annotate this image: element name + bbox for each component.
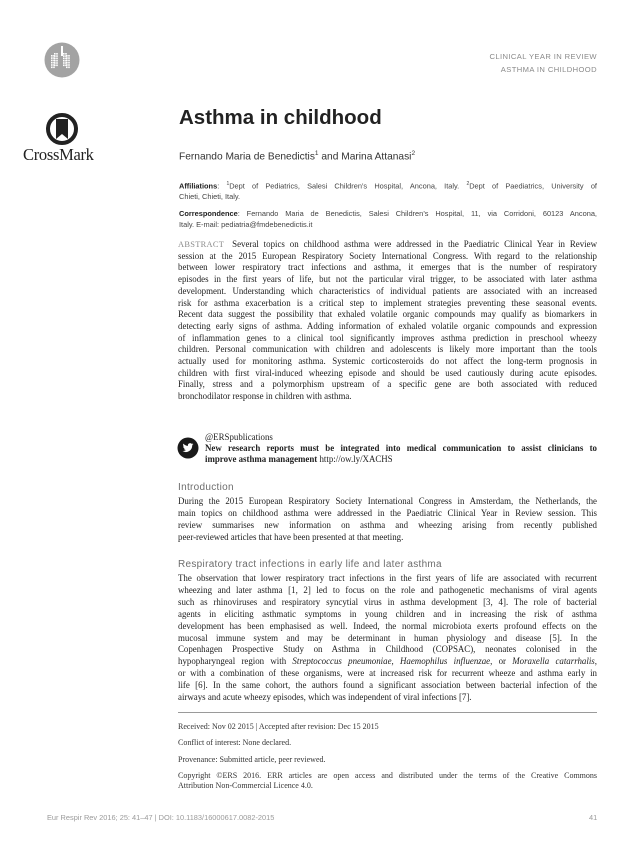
affil-2: Dept of Paediatrics, University of [469,181,597,191]
text-line [178,356,597,368]
text-line [178,656,597,668]
text-segment: risk for asthma exacerbation is a critical step to implement strategies preventing these seasonal events. [178,297,597,308]
authors [179,150,415,162]
text-segment: review summarises new information on asthma and wheezing arising from recently published [178,520,597,530]
text-segment: wheezing and later asthma [1, 2] led to focus on the role and pathogenetic mechanisms of viral agents [178,584,597,595]
header-section-label [489,50,597,76]
tweet-handle[interactable]: @ERSpublications [205,432,273,442]
abstract [178,239,597,403]
text-segment: mucosal immune system and may be determinant in human physiology and disease [5]. In the [178,632,597,643]
text-segment: During the 2015 European Respiratory Society International Congress in Amsterdam, the Netherlands, the [178,496,597,506]
text-line [178,507,597,519]
tweet-line-1: New research reports must be integrated into medical communication to assist clinicians to [205,443,597,453]
respiratory-body [178,573,597,704]
text-line [178,597,597,609]
correspondence [179,208,597,230]
text-segment: , [391,656,401,667]
section-heading-respiratory: Respiratory tract infections in early life and later asthma [178,559,442,570]
text-line [178,680,597,692]
copyright-line-2: Attribution Non-Commercial Licence 4.0. [178,781,313,790]
text-segment: agents in eliciting asthmatic symptoms in young children and in increasing the risk of asthma [178,608,597,619]
correspondence-label: Correspondence [179,209,238,218]
species-name: Haemophilus influenzae [400,656,491,667]
author-1-affil: 1 [314,150,319,157]
text-line [178,692,597,704]
text-line [178,531,597,543]
text-line [178,668,597,680]
affiliations [179,179,597,202]
text-segment: life [6]. In the same cohort, the authors found a significant association between bacterial infection of the [178,680,597,691]
text-segment: Finally, stress and a polymorphism upstream of a specific gene are both associated with reduced [178,379,597,390]
text-line [178,298,597,310]
author-2: Marina Attanasi [341,151,412,163]
text-line [178,379,597,391]
introduction-body [178,495,597,543]
text-line [178,321,597,333]
text-segment: such as rhinoviruses and respiratory syncytial virus in asthma development [3, 4]. The role of bacterial [178,596,597,607]
text-segment: of inflammation genes to a clinical tool significantly improves asthma prediction in preschool wheezy [178,332,597,343]
affil-2-num: 2 [466,181,470,187]
authors-and: and [318,151,342,163]
page-number: 41 [589,813,598,822]
author-2-affil: 2 [411,150,416,157]
text-line [178,344,597,356]
text-segment: Recent data suggest the possibility that exhaled volatile organic compounds may qualify as biomarkers in [178,309,597,320]
tweet-link[interactable]: http://ow.ly/XACHS [317,454,393,464]
text-segment: between lower respiratory tract infections and asthma, it emerges that is the number of respiratory [178,262,597,273]
tweet-line-2: improve asthma management [205,454,318,464]
text-segment: session at the 2015 European Respiratory Society International Congress. With regard to the relationship [178,250,597,261]
divider [178,712,597,713]
text-line [178,239,597,251]
text-segment: or with a combination of these organisms, were at increased risk for recurrent wheeze and asthma early in [178,668,597,679]
footer-citation[interactable]: Eur Respir Rev 2016; 25: 41–47 | DOI: 10.1183/16000617.0082-2015 [47,813,275,822]
species-name: Streptococcus pneumoniae [292,656,392,667]
tweet [205,432,597,465]
section-heading-introduction: Introduction [178,482,234,493]
text-line [178,585,597,597]
text-segment: Several topics on childhood asthma were addressed in the Paediatric Clinical Year in Review [232,239,597,249]
text-segment: , or [490,656,513,667]
text-line [178,391,597,403]
affil-1: Dept of Pediatrics, Salesi Children’s Hospital, Ancona, Italy. [229,181,467,191]
article-title: Asthma in childhood [179,106,382,129]
conflict-of-interest: Conflict of interest: None declared. [178,738,292,747]
copyright [178,771,597,791]
twitter-icon[interactable] [177,437,199,464]
text-line [178,309,597,321]
text-line [178,495,597,507]
author-1: Fernando Maria de Benedictis [179,151,315,163]
text-segment: children with first viral-induced wheezing episode and should be used cautiously during acute episodes. [178,367,597,378]
text-segment: Copenhagen Prospective Study on Asthma in Childhood (COPSAC), neonates colonised in the [178,644,597,655]
text-segment: episodes in the first years of life, but not the particular viral trigger, to be associated with later asthma [178,274,597,285]
text-segment: airways and acute wheezy episodes, which was independent of viral infections [7]. [178,692,472,703]
text-line [178,251,597,263]
text-segment: peer-reviewed articles that have been presented at that meeting. [178,532,404,542]
text-line [178,609,597,621]
text-segment: children. Personal communication with children and adolescents is likely more important than the tools [178,344,597,355]
provenance: Provenance: Submitted article, peer reviewed. [178,755,326,764]
correspondence-line-1: : Fernando Maria de Benedictis, Salesi Children’s Hospital, 11, via Corridoni, 60123 Ancona, [237,209,597,218]
header-section: CLINICAL YEAR IN REVIEW [489,52,597,61]
text-line [178,573,597,585]
ers-logo [44,42,80,83]
copyright-line-1: Copyright ©ERS 2016. ERR articles are open access and distributed under the terms of the Creative Commons [178,771,597,780]
text-line [178,262,597,274]
correspondence-line-2[interactable]: Italy. E-mail: pediatria@fmdebenedictis.it [179,220,313,229]
text-segment: detecting early signs of asthma. Adding information of exhaled volatile organic compounds and expression [178,320,597,331]
abstract-label: ABSTRACT [178,240,225,249]
text-line [178,519,597,531]
text-segment: main topics on childhood asthma were addressed in the Paediatric Clinical Year in Review session. This [178,508,597,518]
text-segment: bronchodilator response in children with asthma. [178,391,352,402]
header-topic: ASTHMA IN CHILDHOOD [500,65,597,74]
crossmark-label[interactable]: CrossMark [23,145,94,164]
text-segment: actually used for monitoring asthma. Systemic corticosteroids do not affect the long-term prognosis in [178,356,597,367]
text-line [178,644,597,656]
affil-1-num: 1 [226,181,230,187]
text-line [178,274,597,286]
affiliations-label: Affiliations [179,181,218,191]
species-name: Moraxella catarrhalis [512,656,595,667]
text-segment: hypopharyngeal region with [178,656,293,667]
sep: : [217,181,227,191]
affil-line-2: Chieti, Chieti, Italy. [179,192,241,202]
text-segment: , [594,656,597,667]
text-segment: The observation that lower respiratory tract infections in the first years of life are associated with recurrent [178,573,597,583]
text-line [178,286,597,298]
received-dates: Received: Nov 02 2015 | Accepted after revision: Dec 15 2015 [178,722,379,731]
text-segment: development. Understanding which characteristics of individual patients are associated with an increased [178,285,597,296]
text-line [178,633,597,645]
text-line [178,368,597,380]
text-segment: development has been emphasised as well. Indeed, the normal microbiota exerts profound effects on the [178,620,597,631]
text-line [178,621,597,633]
text-line [178,333,597,345]
